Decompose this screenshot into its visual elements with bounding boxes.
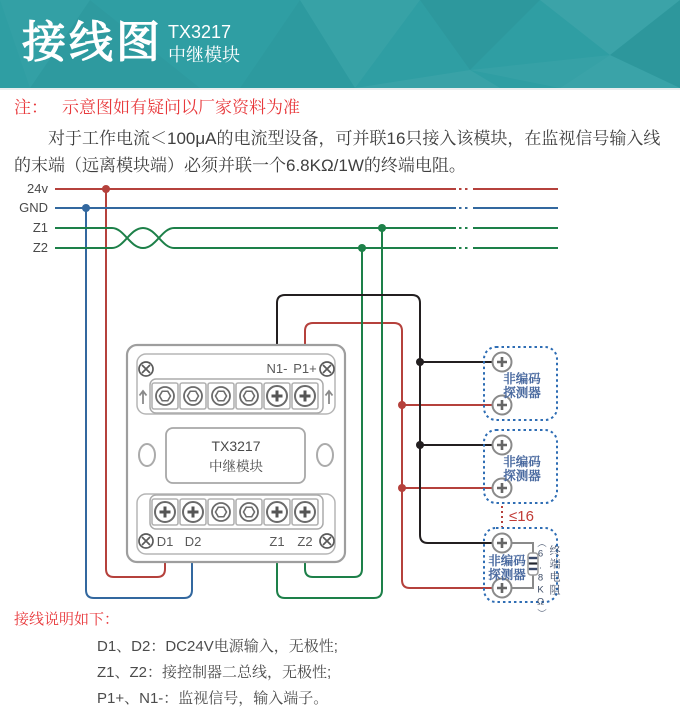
header-model-block bbox=[168, 21, 240, 67]
wiring-instructions bbox=[14, 608, 664, 707]
corner-screw-icon bbox=[139, 534, 153, 548]
detector-screw-icon bbox=[493, 353, 512, 372]
wiring-diagram bbox=[0, 175, 680, 605]
instruction-item-p1n1: P1+、N1-：监视信号，输入端子。 bbox=[97, 690, 329, 707]
bus-label-24v: 24v bbox=[27, 181, 48, 196]
junction-dot bbox=[416, 358, 424, 366]
note-body-text: 对于工作电流＜100μA的电流型设备，可并联16只接入该模块，在监视信号输入线的末端（远离模块端）必须并联一个6.8KΩ/1W的终端电阻。 bbox=[14, 129, 661, 175]
hex-terminal bbox=[208, 383, 234, 409]
model-number: TX3217 bbox=[168, 22, 232, 42]
bus-wire-z1 bbox=[55, 228, 558, 248]
module-model-text: TX3217 bbox=[211, 438, 261, 454]
eol-resistor-name: 终端电阻 bbox=[548, 545, 560, 597]
page-title: 接线图 bbox=[22, 18, 163, 67]
corner-screw-icon bbox=[139, 362, 153, 376]
detector-label-line2: 探测器 bbox=[503, 386, 541, 400]
note-warning-text: 示意图如有疑问以厂家资料为准 bbox=[62, 98, 300, 117]
bus-labels bbox=[19, 181, 48, 255]
junction-dot bbox=[378, 224, 386, 232]
hex-terminal bbox=[236, 499, 262, 525]
detector-label-line1: 非编码 bbox=[503, 372, 541, 386]
detector-label-line2: 探测器 bbox=[503, 469, 541, 483]
bus-label-z1: Z1 bbox=[32, 220, 48, 235]
model-name: 中继模块 bbox=[168, 45, 240, 65]
blue-junction-dots bbox=[82, 204, 90, 212]
screw-terminal-d1 bbox=[152, 499, 178, 525]
instruction-item-d1d2: D1、D2：DC24V电源输入，无极性; bbox=[97, 638, 338, 655]
mounting-hole-right bbox=[317, 444, 333, 466]
corner-screw-icon bbox=[320, 534, 334, 548]
instructions-heading: 接线说明如下： bbox=[14, 611, 120, 628]
terminal-label-d2: D2 bbox=[184, 534, 202, 549]
module-name-plate bbox=[166, 428, 305, 483]
junction-dot bbox=[82, 204, 90, 212]
instruction-item-z1z2: Z1、Z2：接控制器二总线，无极性; bbox=[97, 664, 332, 681]
screw-terminal-z1 bbox=[264, 499, 290, 525]
bus-wire-z2 bbox=[55, 228, 558, 248]
junction-dot bbox=[358, 244, 366, 252]
screw-terminal-z2 bbox=[292, 499, 318, 525]
detector-1 bbox=[484, 347, 557, 420]
screw-terminal-p1 bbox=[292, 383, 318, 409]
detector-2 bbox=[484, 430, 557, 503]
note-section bbox=[14, 96, 668, 179]
module-name-text: 中继模块 bbox=[209, 459, 263, 474]
junction-dot bbox=[398, 484, 406, 492]
relay-module bbox=[127, 345, 345, 562]
hex-terminal bbox=[208, 499, 234, 525]
terminal-label-z2: Z2 bbox=[297, 534, 313, 549]
terminal-label-p1: P1+ bbox=[293, 361, 317, 376]
detector-label-line1: 非编码 bbox=[503, 455, 541, 469]
bus-label-z2: Z2 bbox=[32, 240, 48, 255]
screw-terminal-n1 bbox=[264, 383, 290, 409]
note-warning-line bbox=[14, 96, 668, 120]
note-label: 注： bbox=[14, 98, 48, 117]
hex-terminal bbox=[236, 383, 262, 409]
junction-dot bbox=[398, 401, 406, 409]
hex-terminal bbox=[152, 383, 178, 409]
detector-screw-icon bbox=[493, 436, 512, 455]
detector-label-line2: 探测器 bbox=[488, 568, 526, 582]
mounting-hole-left bbox=[139, 444, 155, 466]
terminal-label-n1: N1- bbox=[266, 361, 288, 376]
screw-terminal-d2 bbox=[180, 499, 206, 525]
corner-screw-icon bbox=[320, 362, 334, 376]
detector-label-line1: 非编码 bbox=[488, 554, 526, 568]
junction-dot bbox=[416, 441, 424, 449]
detector-screw-icon bbox=[493, 534, 512, 553]
bus-label-gnd: GND bbox=[19, 200, 48, 215]
terminal-label-z1: Z1 bbox=[269, 534, 285, 549]
header-banner bbox=[0, 0, 680, 90]
eol-resistor-value: （6.8KΩ） bbox=[535, 538, 546, 619]
junction-dot bbox=[102, 185, 110, 193]
hex-terminal bbox=[180, 383, 206, 409]
detector-count-note: ≤16 bbox=[509, 508, 534, 525]
terminal-label-d1: D1 bbox=[156, 534, 174, 549]
